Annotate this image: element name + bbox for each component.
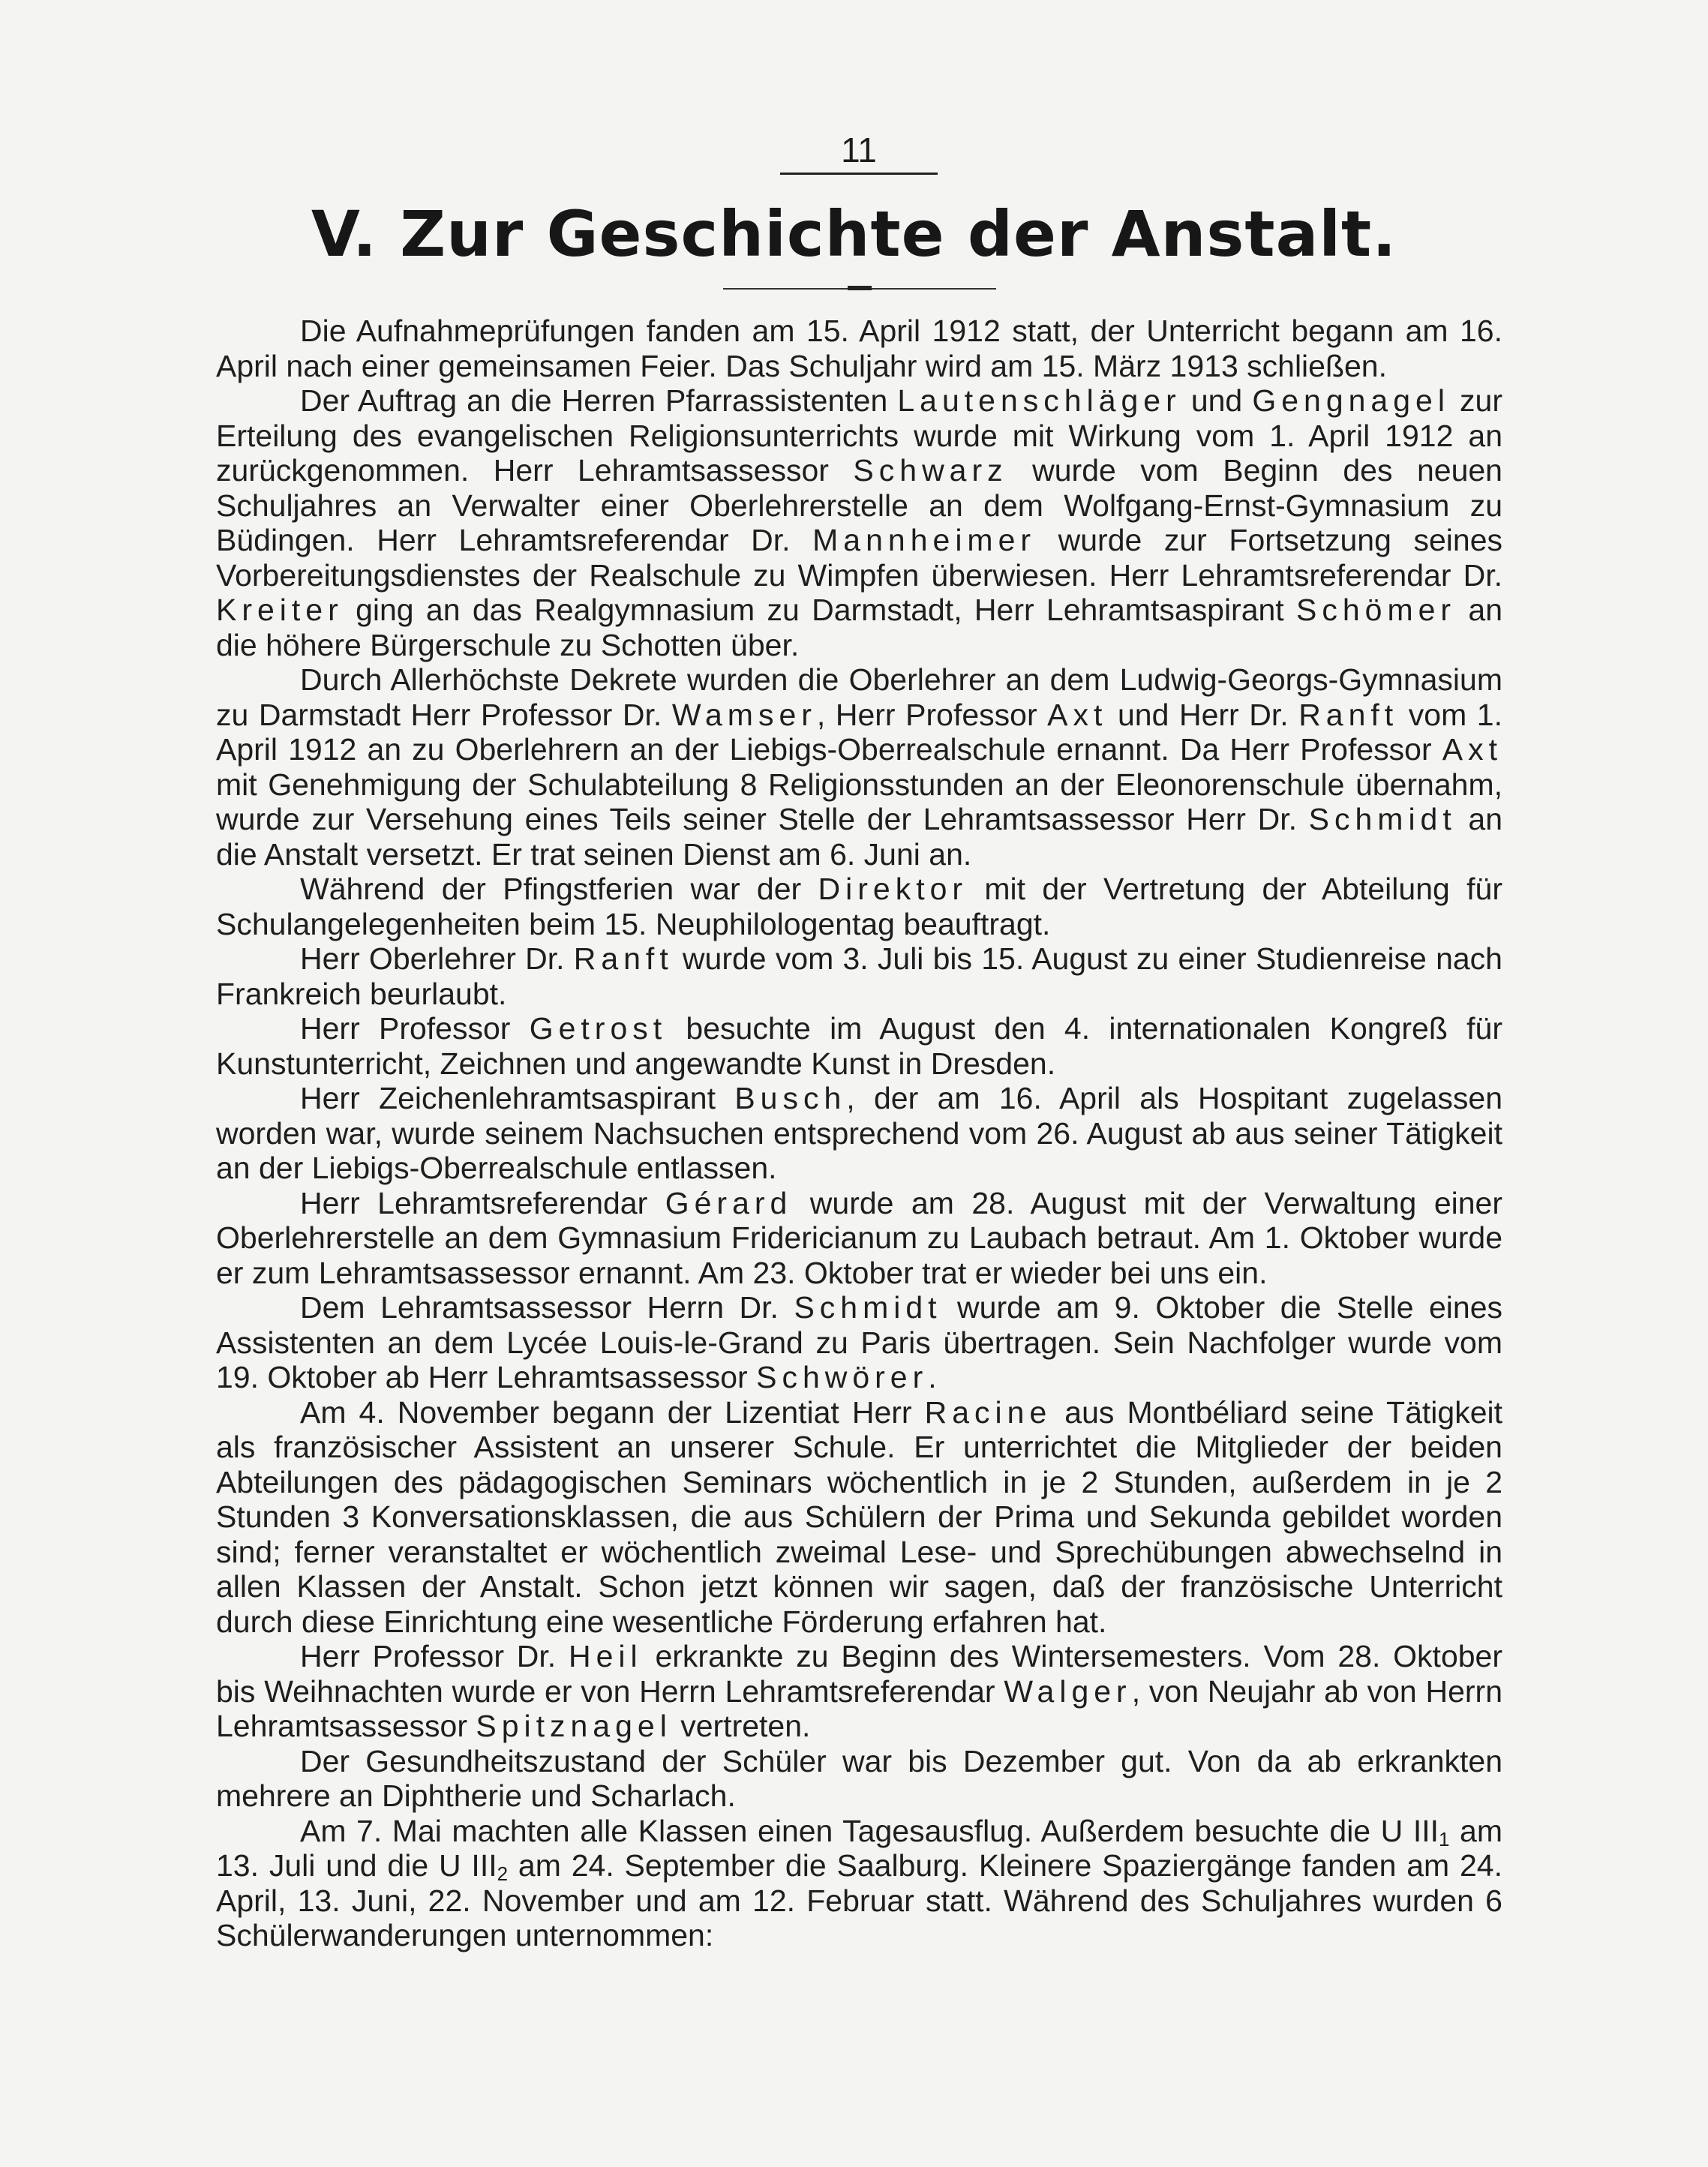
name-busch: Busch (734, 1081, 847, 1115)
name-racine: Racine (924, 1394, 1052, 1430)
name-spitznagel: Spitznagel (476, 1709, 672, 1743)
paragraph-racine: Am 4. November begann der Lizentiat Herr Racine aus Montbéliard seine Tätigkeit als französischer Assistent an unserer Schule. Er unterrichtet die Mitglieder der beiden Abteilungen des pädagogischen Seminars wöchentlich in je 2 Stunden, außerdem in je 2 Stunden 3 Konversationsklassen, die aus Schülern der Prima und Sekunda gebildet worden sind; ferner veranstaltet er wöchentlich zweimal Lese- und Sprechübungen abwechselnd in allen Klassen der Anstalt. Schon jetzt können wir sagen, daß der französische Unterricht durch diese Einrichtung eine wesentliche Förderung erfahren hat. (216, 1394, 1503, 1639)
paragraph-health: Der Gesundheitszustand der Schüler war bis Dezember gut. Von da ab erkrankten mehrere an Diphtherie und Scharlach. (216, 1743, 1502, 1813)
paragraph-heil: Herr Professor Dr. Heil erkrankte zu Beginn des Wintersemesters. Vom 28. Oktober bis Weihnachten wurde er von Herrn Lehramtsreferendar Walger, von Neujahr ab von Herrn Lehramtsassessor Spitznagel vertreten. (216, 1639, 1503, 1743)
page-number: 11 (780, 128, 938, 175)
paragraph-excursions: Am 7. Mai machten alle Klassen einen Tagesausflug. Außerdem besuchte die U $III_1$ am 13. Juli und die U $III_2$ am 24. September die Saalburg. Kleinere Spaziergänge fanden am 24. April, 13. Juni, 22. November und am 12. Februar statt. Während des Schuljahres wurden 6 Schülerwanderungen unternommen: (216, 1813, 1502, 1952)
paragraph-gerard: Herr Lehramtsreferendar Gérard wurde am 28. August mit der Verwaltung einer Oberlehrerstelle an dem Gymnasium Fridericianum zu Laubach betraut. Am 1. Oktober wurde er zum Lehramtsassessor ernannt. Am 23. Oktober trat er wieder bei uns ein. (216, 1185, 1502, 1290)
name-heil: Heil (569, 1639, 643, 1673)
name-axt-2: Axt (1442, 732, 1502, 767)
name-gengnagel: Gengnagel (1252, 383, 1450, 418)
name-schoemer: Schömer (1296, 593, 1457, 627)
paragraph-study-trip: Herr Oberlehrer Dr. Ranft wurde vom 3. Juli bis 15. August zu einer Studienreise nach Frankreich beurlaubt. (216, 941, 1502, 1011)
name-kreiter: Kreiter (216, 593, 344, 627)
name-gerard: Gérard (665, 1185, 793, 1220)
name-ranft-2: Ranft (573, 941, 674, 976)
name-wamser: Wamser (671, 697, 817, 732)
name-axt: Axt (1047, 697, 1108, 732)
paragraph-paris: Dem Lehramtsassessor Herrn Dr. Schmidt wurde am 9. Oktober die Stelle eines Assistenten an dem Lycée Louis-le-Grand zu Paris übertragen. Sein Nachfolger wurde vom 19. Oktober ab Herr Lehramtsassessor Schwörer. (216, 1290, 1503, 1394)
name-getrost: Getrost (529, 1011, 668, 1046)
subscript-2: 2 (497, 1862, 509, 1885)
name-direktor: Direktor (818, 872, 968, 906)
name-walger: Walger (1004, 1673, 1132, 1709)
name-schwoerer: Schwörer (756, 1360, 929, 1394)
body-text (216, 314, 1502, 1953)
page-title: V. Zur Geschichte der Anstalt. (311, 197, 1397, 271)
name-ranft: Ranft (1298, 697, 1399, 732)
subscript-1: 1 (1439, 1827, 1450, 1850)
paragraph-congress: Herr Professor Getrost besuchte im August den 4. internationalen Kongreß für Kunstunterricht, Zeichnen und angewandte Kunst in Dresden. (216, 1011, 1502, 1081)
paragraph-staff-changes: Der Auftrag an die Herren Pfarrassistenten Lautenschläger und Gengnagel zur Erteilung des evangelischen Religionsunterrichts wurde mit Wirkung vom 1. April 1912 an zurückgenommen. Herr Lehramtsassessor Schwarz wurde vom Beginn des neuen Schuljahres an Verwalter einer Oberlehrerstelle an dem Wolfgang-Ernst-Gymnasium zu Büdingen. Herr Lehramtsreferendar Dr. Mannheimer wurde zur Fortsetzung seines Vorbereitungsdienstes der Realschule zu Wimpfen überwiesen. Herr Lehramtsreferendar Dr. Kreiter ging an das Realgymnasium zu Darmstadt, Herr Lehramtsaspirant Schömer an die höhere Bürgerschule zu Schotten über. (216, 383, 1502, 662)
paragraph-pentecost: Während der Pfingstferien war der Direktor mit der Vertretung der Abteilung für Schulangelegenheiten beim 15. Neuphilologentag beauftragt. (216, 872, 1502, 941)
paragraph-decrees: Durch Allerhöchste Dekrete wurden die Oberlehrer an dem Ludwig-Georgs-Gymnasium zu Darmstadt Herr Professor Dr. Wamser, Herr Professor Axt und Herr Dr. Ranft vom 1. April 1912 an zu Oberlehrern an der Liebigs-Oberrealschule ernannt. Da Herr Professor Axt mit Genehmigung der Schulabteilung 8 Religionsstunden an der Eleonorenschule übernahm, wurde zur Versehung eines Teils seiner Stelle der Lehramtsassessor Herr Dr. Schmidt an die Anstalt versetzt. Er trat seinen Dienst am 6. Juni an. (216, 662, 1502, 872)
name-schmidt: Schmidt (1308, 802, 1457, 836)
name-schmidt-2: Schmidt (794, 1290, 942, 1325)
paragraph-admission: Die Aufnahmeprüfungen fanden am 15. April 1912 statt, der Unterricht begann am 16. April nach einer gemeinsamen Feier. Das Schuljahr wird am 15. März 1913 schließen. (216, 314, 1502, 383)
name-mannheimer: Mannheimer (812, 523, 1037, 557)
title-divider (723, 288, 996, 290)
name-lautenschlaeger: Lautenschläger (897, 383, 1181, 418)
name-schwarz: Schwarz (853, 453, 1008, 488)
paragraph-busch: Herr Zeichenlehramtsaspirant Busch, der am 16. April als Hospitant zugelassen worden war, wurde seinem Nachsuchen entsprechend vom 26. August ab aus seiner Tätigkeit an der Liebigs-Oberrealschule entlassen. (216, 1081, 1502, 1185)
